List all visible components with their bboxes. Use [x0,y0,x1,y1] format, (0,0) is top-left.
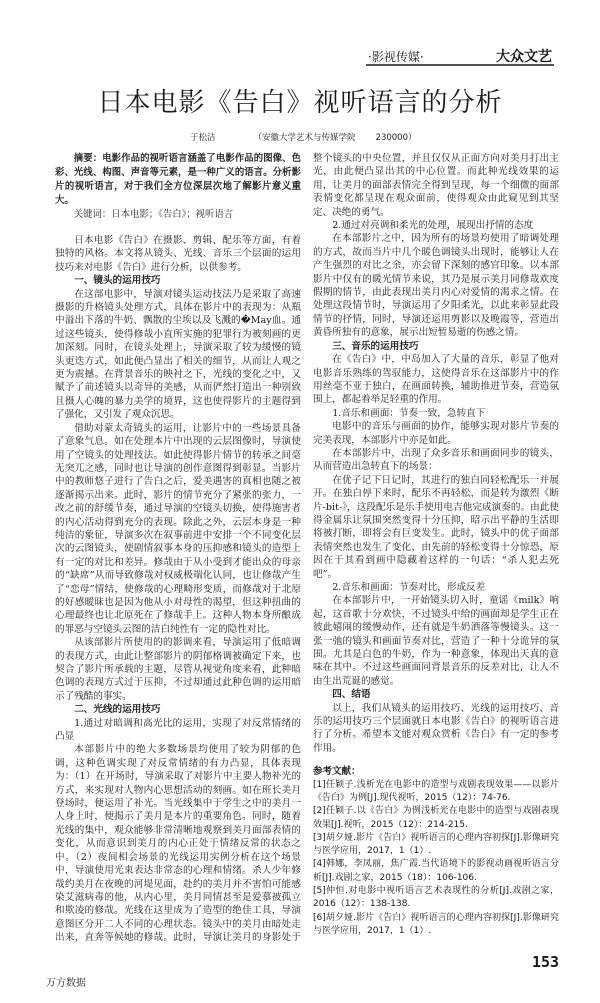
reference-item: [2]任颖子.以《告白》为例浅析光在电影中的造型与戏剧表现效果[J].视听，2015（12）：214-215. [313,806,559,830]
paragraph: 在优子记下日记时，其进行的独白同轻松配乐一并展开。在独白停下来时，配乐不再轻松，而是转为激烈《断片-bit-》，这段配乐是乐手使用电吉他完成演奏的。由此使得金属乐让氛围突然变得十分压抑，昭示出平静的生活即将被打断，即将会有巨变发生。此时，镜头中的优子面部表情突然也发生了变化，由先前的轻松变得十分惊恐，原因在于其看到画中隐藏着这样的一句话：“杀人犯去死吧”。 [313,474,559,580]
section-heading: 四、结语 [332,689,371,701]
watermark-text: 万方数据 [46,977,86,989]
reference-item: [3]胡夕娅.影片《告白》视听语言的心理内容初探[J].影像研究与医学应用，2017，1（1）. [313,832,559,857]
article-body [55,152,559,945]
abstract [55,152,301,222]
paragraph: 电影中的音乐与画面的协作，能够实现对影片节奏的完美表现，本部影片中亦是如此。 [313,421,559,446]
paragraph: 在这部电影中，导演对镜头运动技法乃是采取了高速摄影的升格镜头处理方式，具体在影片中的表现为：从瓶中溢出下落的牛奶、飘散的尘埃以及飞溅的�May血。通过这些镜头，使得修哉小直所实施的犯罪行为被刻画的更加深刻。同时，在镜头处理上，导演采取了较为缓慢的镜头更迭方式，如此便凸显出了相关的细节，从而让人观之更为震撼。在背景音乐的映衬之下，光线的变化之中，又赋予了前述镜头以奇异的美感，从而俨然打造出一种别致且摄人心魄的暴力美学的境界，这也使得影片的主题得到了强化，又引发了观众沉思。 [55,288,301,421]
paragraph: 本部影片中的绝大多数场景均使用了较为阴郁的色调，这种色调实现了对反常情绪的有力凸显，具体表现为：（1）在开场时，导演采取了对影片中主要人物补光的方式，来实现对人物内心思想活动的刻画。如在班长美月登场时，便运用了补光。当光线集中于学生之中的美月一人身上时，便揭示了美月是本片的重要角色。同时，随着光线的集中，观众能够非常清晰地观察到美月面部表情的变化，从而意识到美月的内心正处于情绪反常的状态之中。（2）夜间相会场景的光线运用实例分析在这个场景中，导演使用光束表达非常态的心理和情绪。杀人少年修哉约美月在夜晚的河堤见面，赴约的美月并不害怕可能感染艾滋病毒的他，从内心里，美月同情甚至是爱慕被孤立和欺凌的修哉。光线在这里成为了造型的绝佳工具，导演意图区分开二人不同的心理状态。镜头中的美月由暗处走出来，直奔等候她的修哉。此时，导演让美月的身影处于整个镜头的中央位置，并且仅仅从正面方向对美月打出主光，由此便凸显出其的中心位置。而此种光线效果的运用，让美月的面部表情完全得到呈现，每一个细微的面部表情变化都呈现在观众面前，使得观众由此窥见到其坚定、决绝的勇气。 [55,153,559,944]
author-line [0,132,600,144]
author-affiliation: （安徽大学艺术与传媒学院 [253,133,356,143]
references-heading: 参考文献： [313,766,361,778]
header-area [0,0,600,66]
section-label: ·影视传媒· [368,50,424,64]
author-postcode: 230000） [375,133,417,143]
author-name: 于松洁 [190,133,216,143]
reference-item: [4]韩娜，李凤丽，焦广霞.当代语境下的影视动画视听语言分析[J].戏剧之家，2015（18）：106-106. [313,859,559,883]
reference-item: [5]仲恒.对电影中视听语言艺术表现性的分析[J].戏剧之家，2016（12）：138-138. [313,886,559,910]
paragraph: 从该部影片所使用的的影调来看，导演运用了低暗调的表现方式，由此让整部影片的阴郁格调被确定下来，也契合了影片所承载的主题，尽管从视觉角度来看，此种暗色调的表现方式过于压抑，不过却通过此种色调的运用暗示了残酷的事实。 [55,637,301,702]
paragraph: 在本部影片中，一开始镜头切入时，童谣《milk》响起，这首歌十分欢快，不过镜头中给的画面却是学生正在彼此嬉闹的缓慢动作，还有就是牛奶洒落等慢镜头。这一张一弛的镜头和画面节奏对比，营造了一种十分诡异的氛围。尤其是白色的牛奶，作为一种意象，体现出天真的意味在其中。不过这些画面同背景音乐的反差对比，让人不由生出荒诞的感觉。 [313,595,559,687]
running-header [366,46,554,66]
subheading: 1.音乐和画面：节奏一致，急转直下 [332,407,486,419]
page-footer [0,953,600,1003]
page-number: 153 [532,952,560,971]
section-heading: 一、镜头的运用技巧 [74,275,161,287]
subheading: 1.通过对暗调和高光比的运用，实现了对反常情绪的凸显 [55,717,301,743]
magazine-name: 大众文艺 [496,49,552,65]
paragraph: 在《告白》中，中岛加入了大量的音乐，彰显了他对电影音乐熟练的驾驭能力，这使得音乐在这部影片中的作用丝毫不亚于独白，在画面转换，辅助推进节奏，营造氛围上，都起着举足轻重的作用。 [313,354,559,406]
paragraph: 借助对蒙太奇镜头的运用，让影片中的一些场景具备了意象气息。如在处理本片中出现的云层图像时，导演使用了空镜头的处理技法。如此使得影片情节的转承之间毫无突兀之感，同时也让导演的创作意图得到彰显。当影片中的教师悠子进行了告白之后，爱美遇害的真相也随之被逐渐揭示出来。此时，影片的情节充分了紧张的张力，一改之前的舒缓节奏，通过导演的空镜头切换，使得施害者的内心活动得到充分的表现。除此之外，云层本身是一种纯洁的象征，导演多次在叙事前进中安排一个不同变化层次的云图镜头，使剧情叙事本身的压抑感和镜头的造型上有一定的对比和差异。修哉由于从小受到才能出众的母亲的“缺席”从而导致修哉对权威极端化认同，也让修哉产生了“恋母”情结，使修哉的心理畸形变质，而修哉对于北原的好感暧昧也是因为他从小对母性的渴望，但这种扭曲的心理最终也让北原死在了修哉手上。这种人物本身所酿成的罪恶与空镜头云图的洁白纯性有一定的隐性对比。 [55,422,301,635]
intro-paragraph: 日本电影《告白》在摄影、剪辑、配乐等方面，有着独特的风格。本文将从镜头、光线、音乐三个层面的运用技巧来对电影《告白》进行分析，以供参考。 [55,235,301,273]
section-heading: 三、音乐的运用技巧 [332,340,419,352]
paragraph: 以上，我们从镜头的运用技巧、光线的运用技巧、音乐的运用技巧三个层面就日本电影《告白》的视听语言进行了分析。希望本文能对观众赏析《告白》有一定的参考作用。 [313,702,559,754]
subheading: 2.通过对亮调和柔光的处理，展现出抒情的态度 [332,220,534,232]
reference-item: [1]任颖子.浅析光在电影中的造型与戏剧表现效果——以影片《告白》为例[J].现代视听，2015（12）：74-76. [313,779,559,803]
section-heading: 二、光线的运用技巧 [74,704,161,716]
article-title: 日本电影《告白》视听语言的分析 [97,88,503,118]
paragraph: 在本部影片中，出现了众多音乐和画面同步的镜头，从而营造出急转直下的场景： [313,447,559,473]
subheading: 2.音乐和画面：节奏对比，形成反差 [332,582,486,593]
reference-item: [6]胡夕娅.影片《告白》视听语言的心理内容初探[J].影像研究与医学应用，2017，1（1）. [313,912,559,936]
paragraph: 在本部影片之中，因为所有的场景均使用了暗调处理的方式，故而当片中几个暖色调镜头出现时，能够让人在产生强烈的对比之余，亦会留下深刻的感官印象。以本部影片中仅有的暖光情节来说，其乃是展示美月同修哉欢度假期的情节，由此表现出美月内心对爱情的渴求之情。在处理这段情节时，导演运用了夕阳柔光，以此来彰显此段情节的抒情，同时，导演还运用剪影以及晚霞等，营造出黄昏所独有的意象，展示出短暂易逝的伤感之情。 [313,233,559,339]
abstract-text: 摘要：电影作品的视听语言涵盖了电影作品的图像、色彩、光线、构图、声音等元素，是一种广义的语言。分析影片的视听语言，对于我们全方位深层次地了解影片意义重大。 [55,153,301,206]
keywords: 关键词：日本电影；《告白》；视听语言 [73,209,234,220]
